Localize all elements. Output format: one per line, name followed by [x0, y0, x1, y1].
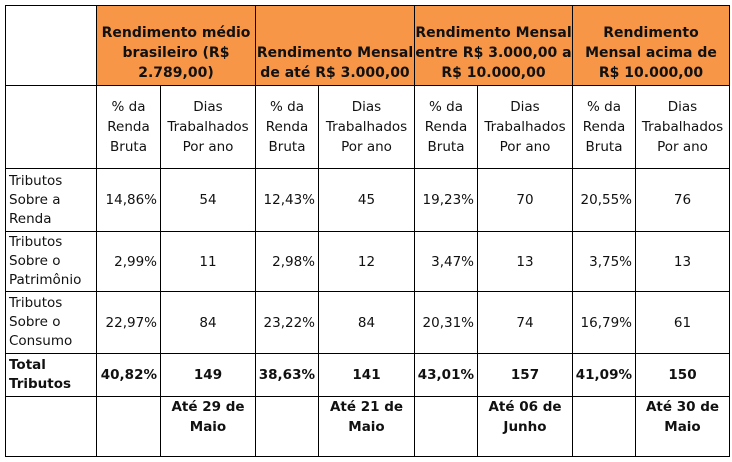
days-cell: 70 — [478, 169, 573, 232]
subheader-dias: Dias Trabalhados Por ano — [319, 86, 415, 169]
date-blank — [415, 397, 478, 457]
date-cell: Até 30 de Maio — [636, 397, 730, 457]
date-blank — [97, 397, 161, 457]
pct-cell: 3,47% — [415, 232, 478, 292]
subheader-dias: Dias Trabalhados Por ano — [161, 86, 256, 169]
subheader-row — [6, 86, 730, 169]
total-days-cell: 141 — [319, 354, 415, 397]
total-days-cell: 150 — [636, 354, 730, 397]
date-row — [6, 397, 730, 457]
date-blank — [6, 397, 97, 457]
pct-cell: 16,79% — [573, 292, 636, 354]
date-blank — [573, 397, 636, 457]
corner-cell — [6, 6, 97, 86]
days-cell: 84 — [319, 292, 415, 354]
subheader-blank — [6, 86, 97, 169]
header-row — [6, 6, 730, 86]
total-pct-cell: 41,09% — [573, 354, 636, 397]
subheader-pct: % da Renda Bruta — [573, 86, 636, 169]
pct-cell: 2,98% — [256, 232, 319, 292]
date-cell: Até 21 de Maio — [319, 397, 415, 457]
days-cell: 76 — [636, 169, 730, 232]
total-pct-cell: 40,82% — [97, 354, 161, 397]
days-cell: 12 — [319, 232, 415, 292]
days-cell: 54 — [161, 169, 256, 232]
total-pct-cell: 43,01% — [415, 354, 478, 397]
row-label: Tributos Sobre o Patrimônio — [6, 232, 97, 292]
header-above-10000: Rendimento Mensal acima de R$ 10.000,00 — [573, 6, 730, 86]
date-cell: Até 06 de Junho — [478, 397, 573, 457]
date-blank — [256, 397, 319, 457]
total-pct-cell: 38,63% — [256, 354, 319, 397]
subheader-pct: % da Renda Bruta — [256, 86, 319, 169]
table-row — [6, 232, 730, 292]
days-cell: 13 — [636, 232, 730, 292]
header-3000-to-10000: Rendimento Mensal entre R$ 3.000,00 a R$ 10.000,00 — [415, 6, 573, 86]
subheader-pct: % da Renda Bruta — [97, 86, 161, 169]
subheader-pct: % da Renda Bruta — [415, 86, 478, 169]
days-cell: 61 — [636, 292, 730, 354]
pct-cell: 20,31% — [415, 292, 478, 354]
tax-table — [5, 5, 730, 457]
days-cell: 84 — [161, 292, 256, 354]
days-cell: 11 — [161, 232, 256, 292]
pct-cell: 20,55% — [573, 169, 636, 232]
pct-cell: 22,97% — [97, 292, 161, 354]
pct-cell: 12,43% — [256, 169, 319, 232]
total-days-cell: 149 — [161, 354, 256, 397]
pct-cell: 2,99% — [97, 232, 161, 292]
row-label: Tributos Sobre a Renda — [6, 169, 97, 232]
days-cell: 13 — [478, 232, 573, 292]
table-row — [6, 169, 730, 232]
header-up-to-3000: Rendimento Mensal de até R$ 3.000,00 — [256, 6, 415, 86]
days-cell: 74 — [478, 292, 573, 354]
row-label: Tributos Sobre o Consumo — [6, 292, 97, 354]
table-row — [6, 292, 730, 354]
pct-cell: 23,22% — [256, 292, 319, 354]
pct-cell: 19,23% — [415, 169, 478, 232]
pct-cell: 14,86% — [97, 169, 161, 232]
date-cell: Até 29 de Maio — [161, 397, 256, 457]
total-days-cell: 157 — [478, 354, 573, 397]
total-label: Total Tributos — [6, 354, 97, 397]
subheader-dias: Dias Trabalhados Por ano — [636, 86, 730, 169]
days-cell: 45 — [319, 169, 415, 232]
header-average-income: Rendimento médio brasileiro (R$ 2.789,00) — [97, 6, 256, 86]
pct-cell: 3,75% — [573, 232, 636, 292]
subheader-dias: Dias Trabalhados Por ano — [478, 86, 573, 169]
total-row — [6, 354, 730, 397]
